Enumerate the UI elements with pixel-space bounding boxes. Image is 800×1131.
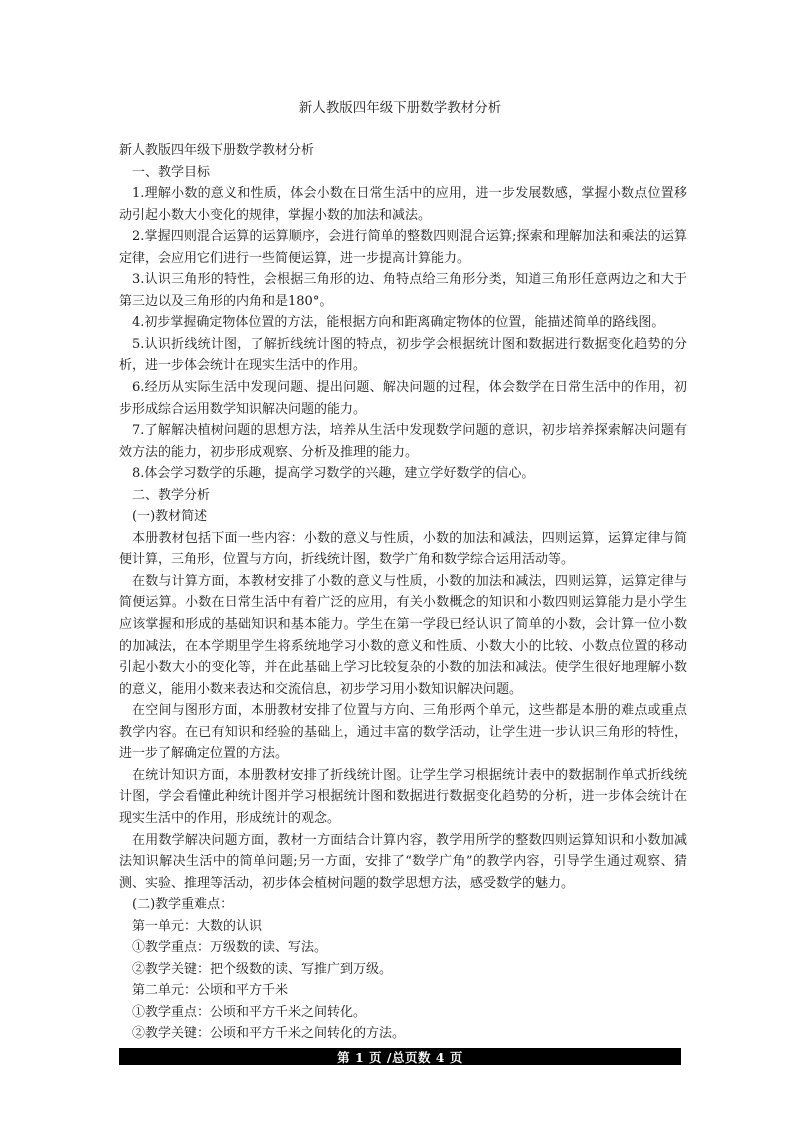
- subsection-heading-key-points: (二)教学重难点：: [132, 897, 234, 913]
- overview-paragraph: 在用数学解决问题方面，教材一方面结合计算内容，教学用所学的整数四则运算知识和小数加减法知识解决生活中的简单问题;另一方面，安排了“数学广角”的教学内容，引导学生通过观察、猜测、实验、推理等活动，初步体会植树问题的数学思想方法，感受数学的魅力。: [119, 832, 687, 891]
- objective-item: 7.了解解决植树问题的思想方法，培养从生活中发现数学问题的意识，初步培养探索解决问题有效方法的能力，初步形成观察、分析及推理的能力。: [119, 423, 687, 460]
- document-body: [119, 140, 687, 1045]
- page-footer-bar: [119, 1048, 681, 1065]
- section-heading-analysis: 二、教学分析: [132, 487, 211, 503]
- key-point-line: ②教学关键：把个级数的读、写推广到万级。: [132, 961, 393, 977]
- overview-paragraph: 在数与计算方面，本教材安排了小数的意义与性质，小数的加法和减法，四则运算，运算定律与简便运算。小数在日常生活中有着广泛的应用，有关小数概念的知识和小数四则运算能力是小学生应该掌握和形成的基础知识和基本能力。学生在第一学段已经认识了简单的小数，会计算一位小数的加减法，在本学期里学生将系统地学习小数的意义和性质、小数大小的比较、小数点位置的移动引起小数大小的变化等，并在此基础上学习比较复杂的小数的加法和减法。使学生很好地理解小数的意义，能用小数来表达和交流信息，初步学习用小数知识解决问题。: [119, 573, 687, 697]
- key-point-line: 第二单元：公顷和平方千米: [132, 983, 289, 999]
- overview-paragraph: 在统计知识方面，本册教材安排了折线统计图。让学生学习根据统计表中的数据制作单式折线统计图，学会看懂此种统计图并学习根据统计图和数据进行数据变化趋势的分析，进一步体会统计在现实生活中的作用，形成统计的观念。: [119, 767, 687, 826]
- key-point-line: ①教学重点：公顷和平方千米之间转化。: [132, 1004, 367, 1020]
- objective-item: 3.认识三角形的特性，会根据三角形的边、角特点给三角形分类，知道三角形任意两边之和大于第三边以及三角形的内角和是180°。: [119, 272, 687, 309]
- objective-item: 5.认识折线统计图，了解折线统计图的特点，初步学会根据统计图和数据进行数据变化趋势的分析，进一步体会统计在现实生活中的作用。: [119, 336, 687, 374]
- subsection-heading-overview: (一)教材简述: [132, 509, 208, 525]
- key-point-line: ①教学重点：万级数的读、写法。: [132, 940, 328, 956]
- key-point-line: 第一单元：大数的认识: [132, 918, 263, 934]
- section-heading-objectives: 一、教学目标: [132, 164, 211, 180]
- overview-paragraph: 在空间与图形方面，本册教材安排了位置与方向、三角形两个单元，这些都是本册的难点或重点教学内容。在已有知识和经验的基础上，通过丰富的数学活动，让学生进一步认识三角形的特性，进一步了解确定位置的方法。: [119, 703, 687, 762]
- objective-item: 8.体会学习数学的乐趣，提高学习数学的兴趣，建立学好数学的信心。: [132, 466, 535, 482]
- objective-item: 6.经历从实际生活中发现问题、提出问题、解决问题的过程，体会数学在日常生活中的作用，初步形成综合运用数学知识解决问题的能力。: [119, 380, 687, 417]
- document-title: 新人教版四年级下册数学教材分析: [119, 143, 315, 158]
- page-header-title: 新人教版四年级下册数学教材分析: [298, 100, 502, 116]
- objective-item: 4.初步掌握确定物体位置的方法，能根据方向和距离确定物体的位置，能描述简单的路线图。: [132, 315, 665, 331]
- key-point-line: ②教学关键：公顷和平方千米之间转化的方法。: [132, 1026, 406, 1042]
- page-number-label: 第 1 页 /总页数 4 页: [337, 1049, 463, 1065]
- overview-paragraph: 本册教材包括下面一些内容：小数的意义与性质，小数的加法和减法，四则运算，运算定律与简便计算，三角形，位置与方向，折线统计图，数学广角和数学综合运用活动等。: [119, 530, 687, 568]
- objective-item: 2.掌握四则混合运算的运算顺序，会进行简单的整数四则混合运算;探索和理解加法和乘法的运算定律，会应用它们进行一些简便运算，进一步提高计算能力。: [119, 229, 687, 266]
- objective-item: 1.理解小数的意义和性质，体会小数在日常生活中的应用，进一步发展数感，掌握小数点位置移动引起小数大小变化的规律，掌握小数的加法和减法。: [119, 186, 687, 223]
